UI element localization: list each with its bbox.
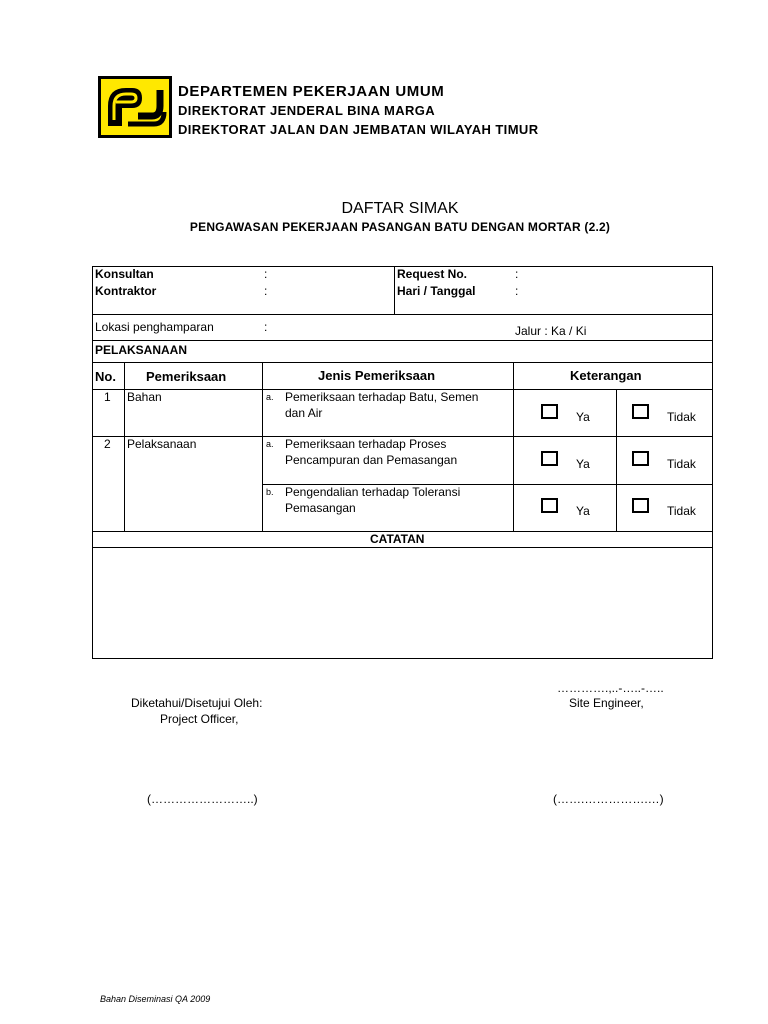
site-engineer-signature: (…….…………….…) bbox=[553, 792, 664, 806]
row1-sub: a. bbox=[266, 392, 274, 402]
site-engineer-label: Site Engineer, bbox=[569, 696, 644, 710]
row3-ya-label: Ya bbox=[576, 504, 590, 518]
row1-desc2: dan Air bbox=[285, 406, 323, 420]
row1-item: Bahan bbox=[127, 390, 162, 404]
row3-ya-checkbox[interactable] bbox=[541, 498, 558, 513]
hari-tanggal-label: Hari / Tanggal bbox=[397, 284, 476, 298]
org-name: DEPARTEMEN PEKERJAAN UMUM bbox=[178, 83, 445, 100]
approver-label: Diketahui/Disetujui Oleh: bbox=[131, 696, 263, 710]
header-keterangan: Keterangan bbox=[570, 368, 642, 383]
row1-tidak-checkbox[interactable] bbox=[632, 404, 649, 419]
row1-desc1: Pemeriksaan terhadap Batu, Semen bbox=[285, 390, 479, 404]
row2-desc1: Pemeriksaan terhadap Proses bbox=[285, 437, 447, 451]
row3-tidak-label: Tidak bbox=[667, 504, 696, 518]
header-pemeriksaan: Pemeriksaan bbox=[146, 369, 227, 384]
row2-ya-label: Ya bbox=[576, 457, 590, 471]
row2-tidak-label: Tidak bbox=[667, 457, 696, 471]
row2-tidak-checkbox[interactable] bbox=[632, 451, 649, 466]
konsultan-colon: : bbox=[264, 267, 268, 281]
signature-date: ………….,..-…..-….. bbox=[557, 681, 664, 695]
section-title: PELAKSANAAN bbox=[95, 343, 188, 357]
row3-sub: b. bbox=[266, 487, 274, 497]
project-officer-label: Project Officer, bbox=[160, 712, 239, 726]
pu-logo bbox=[98, 76, 172, 138]
footer-note: Bahan Diseminasi QA 2009 bbox=[100, 994, 211, 1004]
kontraktor-label: Kontraktor bbox=[95, 284, 157, 298]
row1-ya-label: Ya bbox=[576, 410, 590, 424]
konsultan-label: Konsultan bbox=[95, 267, 154, 281]
row2-no: 2 bbox=[104, 437, 111, 451]
catatan-area[interactable] bbox=[93, 548, 712, 658]
org-directorate: DIREKTORAT JALAN DAN JEMBATAN WILAYAH TIMUR bbox=[178, 122, 539, 137]
row1-ya-checkbox[interactable] bbox=[541, 404, 558, 419]
header-no: No. bbox=[95, 369, 116, 384]
kontraktor-colon: : bbox=[264, 284, 268, 298]
pu-logo-icon bbox=[98, 76, 172, 138]
row1-no: 1 bbox=[104, 390, 111, 404]
project-officer-signature: (……………………..) bbox=[147, 792, 258, 806]
jalur-label: Jalur : Ka / Ki bbox=[515, 324, 587, 338]
row3-desc2: Pemasangan bbox=[285, 501, 356, 515]
header-jenis: Jenis Pemeriksaan bbox=[318, 368, 436, 383]
row2-sub: a. bbox=[266, 439, 274, 449]
row2-ya-checkbox[interactable] bbox=[541, 451, 558, 466]
document-title: DAFTAR SIMAK bbox=[341, 200, 459, 217]
row3-desc1: Pengendalian terhadap Toleransi bbox=[285, 485, 461, 499]
lokasi-colon: : bbox=[264, 320, 268, 334]
document-subtitle: PENGAWASAN PEKERJAAN PASANGAN BATU DENGAN MORTAR (2.2) bbox=[189, 220, 611, 234]
catatan-label: CATATAN bbox=[370, 532, 425, 546]
org-directorate-general: DIREKTORAT JENDERAL BINA MARGA bbox=[178, 103, 436, 118]
request-label: Request No. bbox=[397, 267, 468, 281]
row2-item: Pelaksanaan bbox=[127, 437, 197, 451]
lokasi-label: Lokasi penghamparan bbox=[95, 320, 214, 334]
row3-tidak-checkbox[interactable] bbox=[632, 498, 649, 513]
row1-tidak-label: Tidak bbox=[667, 410, 696, 424]
row2-desc2: Pencampuran dan Pemasangan bbox=[285, 453, 458, 467]
hari-tanggal-colon: : bbox=[515, 284, 519, 298]
request-colon: : bbox=[515, 267, 519, 281]
